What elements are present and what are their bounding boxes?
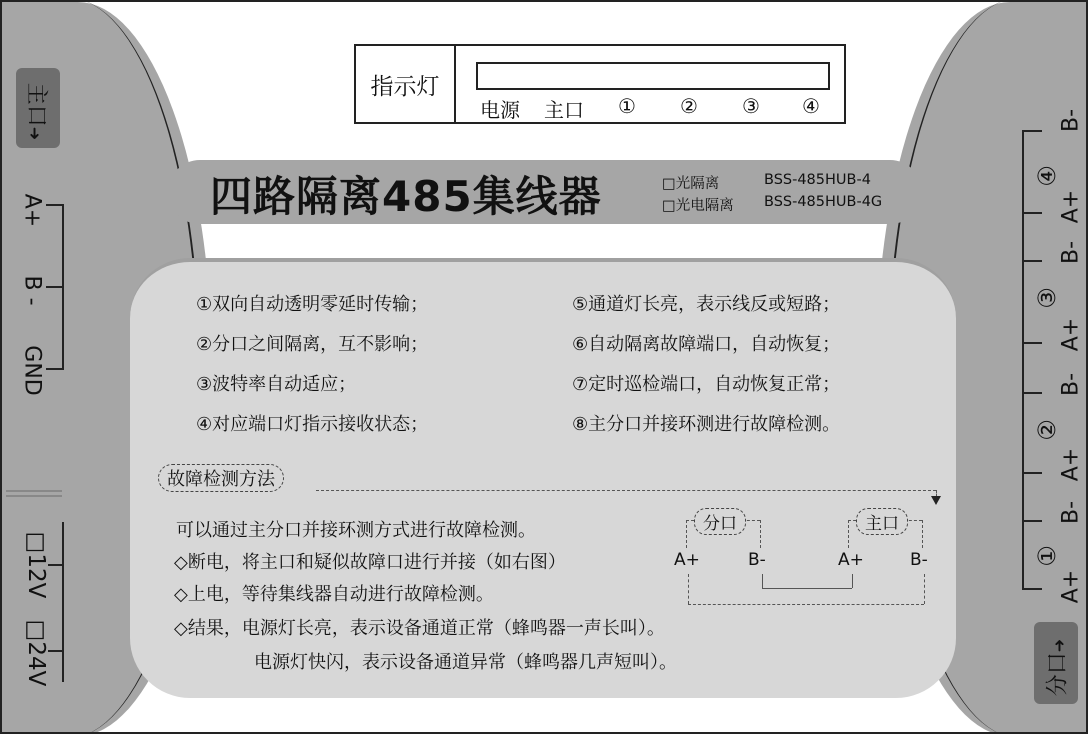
indicator-port1-label: ① [618,94,636,118]
diagram-sub-port-label: 分口 [694,508,746,535]
feature-3: ③波特率自动适应； [196,374,357,395]
port2-pin-a: A+ [1058,447,1084,482]
fault-line-2: ◇断电，将主口和疑似故障口进行并接（如右图） [174,552,566,573]
feature-1: ①双向自动透明零延时传输； [196,294,429,315]
fault-detection-heading: 故障检测方法 [158,464,284,492]
diagram-main-port-label: 主口 [856,508,908,535]
port2-pin-b: B- [1058,372,1084,397]
feature-5: ⑤通道灯长亮，表示线反或短路； [572,294,841,315]
sub-port-tab [1034,622,1078,704]
indicator-power-label: 电源 [480,98,520,122]
fault-line-5: 电源灯快闪，表示设备通道异常（蜂鸣器几声短叫）。 [254,652,677,673]
port1-pin-a: A+ [1058,569,1084,604]
left-pin-gnd: GND [19,345,45,396]
feature-4: ④对应端口灯指示接收状态； [196,414,429,435]
option-photoelectric-model: BSS-485HUB-4G [764,194,883,210]
indicator-port4-label: ④ [802,94,820,118]
port1-number: ① [1033,545,1061,567]
feature-8: ⑧主分口并接环测进行故障检测。 [572,414,841,435]
indicator-title: 指示灯 [356,46,456,122]
indicator-window [476,62,830,90]
indicator-panel [354,44,846,124]
sub-port-tab-label: 分口 [1045,652,1071,697]
fault-line-3: ◇上电，等待集线器自动进行故障检测。 [174,584,494,605]
power-option-12v: □12V [23,531,49,599]
arrow-right-icon: ➜ [25,126,45,141]
feature-2: ②分口之间隔离，互不影响； [196,334,429,355]
left-separator [6,490,62,492]
port1-pin-b: B- [1058,500,1084,525]
indicator-main-label: 主口 [544,98,584,122]
port4-number: ④ [1033,165,1061,187]
diagram-pin-a2: A+ [838,550,864,570]
diagram-pin-b1: B- [748,550,766,570]
feature-7: ⑦定时巡检端口，自动恢复正常； [572,374,841,395]
main-port-tab [16,68,60,148]
product-title: 四路隔离485集线器 [210,172,602,221]
fault-line-4: ◇结果，电源灯长亮，表示设备通道正常（蜂鸣器一声长叫）。 [174,618,665,639]
loopback-diagram [670,506,940,606]
port3-pin-b: B- [1058,240,1084,265]
option-photoelectric-name: □光电隔离 [662,198,734,214]
indicator-port2-label: ② [680,94,698,118]
features-panel [130,258,956,698]
option-optical-name: □光隔离 [662,176,720,192]
port3-pin-a: A+ [1058,317,1084,352]
diagram-pin-b2: B- [910,550,928,570]
main-port-tab-label: 主口 [23,82,49,127]
left-pin-b-minus: B - [19,275,45,306]
option-optical-model: BSS-485HUB-4 [764,172,871,188]
indicator-port3-label: ③ [742,94,760,118]
port4-pin-a: A+ [1058,189,1084,224]
port3-number: ③ [1033,287,1061,309]
arrow-down-icon [931,496,941,505]
diagram-pin-a1: A+ [674,550,700,570]
left-pin-a-plus: A+ [19,193,45,228]
arrow-right-icon: ➜ [1049,638,1069,653]
product-title-bar [168,160,922,224]
heading-leader-line [316,490,936,491]
power-option-24v: □24V [23,619,49,687]
port2-number: ② [1033,419,1061,441]
feature-6: ⑥自动隔离故障端口，自动恢复； [572,334,841,355]
fault-line-1: 可以通过主分口并接环测方式进行故障检测。 [176,520,536,541]
port4-pin-b: B- [1058,108,1084,133]
